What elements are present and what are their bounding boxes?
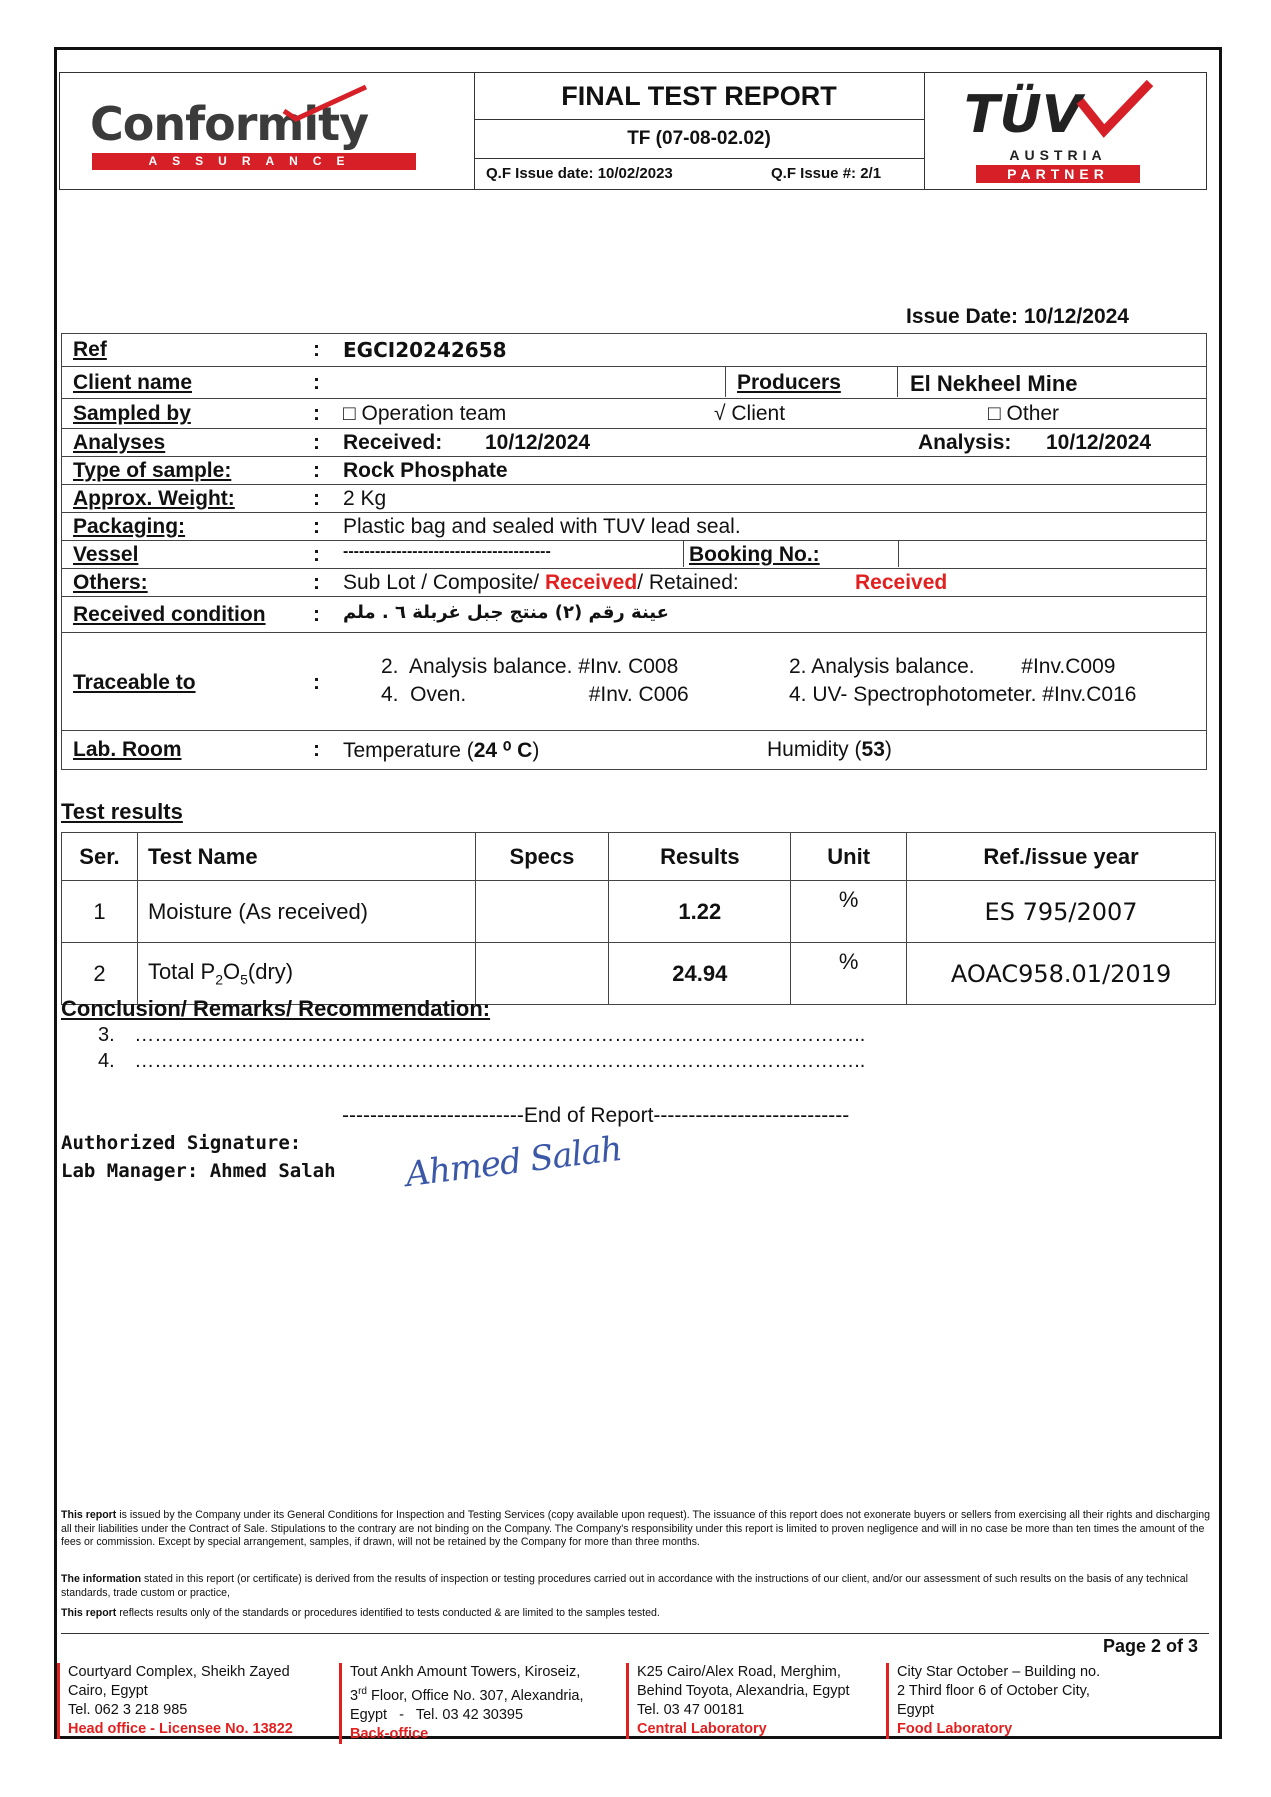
tuv-logo-partner: PARTNER <box>976 165 1140 183</box>
test-name-part: O <box>223 959 241 985</box>
address-line: Behind Toyota, Alexandria, Egypt <box>637 1683 850 1699</box>
colon: : <box>313 543 320 566</box>
footer-divider <box>61 1633 1209 1634</box>
other-checkbox: □ Other <box>988 402 1060 425</box>
traceable-item: 2. Analysis balance. #Inv.C009 <box>789 655 1116 678</box>
ref-label: Ref <box>73 338 107 361</box>
lab-manager-label: Lab Manager: Ahmed Salah <box>61 1160 336 1182</box>
test-name-part: Total P <box>147 959 216 985</box>
address-line: City Star October – Building no. <box>897 1664 1101 1680</box>
colon: : <box>313 338 320 361</box>
subscript: 2 <box>215 971 223 988</box>
colon: : <box>313 487 320 510</box>
lab-room-label: Lab. Room <box>73 738 182 761</box>
analyses-label: Analyses <box>73 431 166 454</box>
address-food-laboratory <box>886 1663 1100 1739</box>
disclaimer-paragraph <box>61 1509 1211 1550</box>
address-line: Egypt - Tel. 03 42 30395 <box>350 1706 524 1723</box>
address-line: Tel. 062 3 218 985 <box>68 1702 188 1718</box>
colon: : <box>313 671 320 694</box>
temperature <box>343 738 539 763</box>
temperature-value: 24 ⁰ C <box>473 739 533 762</box>
humidity <box>767 738 892 762</box>
issue-date: Issue Date: 10/12/2024 <box>906 305 1129 328</box>
info-row-lab-room <box>62 731 1206 769</box>
colon: : <box>313 571 320 594</box>
producers-value: El Nekheel Mine <box>910 371 1078 396</box>
address-part: Floor, Office No. 307, Alexandria, <box>366 1687 584 1704</box>
received-condition-label: Received condition <box>73 603 266 626</box>
received-label: Received: <box>343 431 443 454</box>
item-number: 4. <box>98 1050 115 1072</box>
disclaimer-text: reflects results only of the standards or procedures identified to tests conducted & are limited to the samples tested. <box>116 1607 660 1619</box>
address-back-office <box>339 1663 584 1744</box>
approx-weight-label: Approx. Weight: <box>73 487 235 510</box>
booking-no-label: Booking No.: <box>689 543 820 566</box>
packaging-label: Packaging: <box>73 515 186 538</box>
traceable-item: 4. Oven. #Inv. C006 <box>381 683 689 706</box>
ref-issue-year-cell: AOAC958.01/2019 <box>907 943 1216 1005</box>
info-row-weight <box>62 485 1206 513</box>
ref-issue-year-cell: ES 795/2007 <box>907 881 1216 943</box>
address-central-laboratory <box>626 1663 850 1739</box>
info-row-type <box>62 457 1206 485</box>
info-row-packaging <box>62 513 1206 541</box>
operation-team-checkbox: □ Operation team <box>343 402 507 425</box>
address-line: Tel. 03 47 00181 <box>637 1702 745 1718</box>
approx-weight-value: 2 Kg <box>343 487 387 510</box>
office-tag: Back-office <box>350 1725 429 1742</box>
result-cell: 24.94 <box>609 943 791 1005</box>
sampled-by-label: Sampled by <box>73 402 191 425</box>
tuv-logo-word: TÜV <box>964 85 1082 145</box>
tuv-check-icon <box>1074 79 1154 139</box>
conformity-logo-word: Conformity <box>90 97 369 151</box>
colon: : <box>313 738 320 761</box>
end-of-report: --------------------------End of Report---------------------------- <box>342 1104 850 1127</box>
others-label: Others: <box>73 571 148 594</box>
info-row-ref <box>62 334 1206 367</box>
column-header: Unit <box>791 833 907 881</box>
conclusion-item <box>98 1024 865 1047</box>
divider <box>725 367 726 397</box>
disclaimer-bold: This report <box>61 1509 117 1521</box>
disclaimer-text: is issued by the Company under its General Conditions for Inspection and Testing Services (copy available upon request). The issuance of this report does not exonerate buyers or sellers from exercising all their rights and discharging all their liabilities under the Contract of Sale. Stipulations to the contrary are not binding on the Company. The Company's responsibility under this report is limited to proven negligence and will in no case be more than ten times the amount of the fees or commission. Except by special arrangement, samples, if drawn, will not be retained by the Company for more than three months. <box>61 1509 1211 1548</box>
colon: : <box>313 459 320 482</box>
office-tag: Food Laboratory <box>897 1721 1013 1737</box>
unit-cell: % <box>791 943 907 1005</box>
packaging-value: Plastic bag and sealed with TUV lead seal. <box>343 515 741 538</box>
humidity-value: 53 <box>861 738 885 761</box>
disclaimer-text: stated in this report (or certificate) is derived from the results of inspection or testing procedures carried out in accordance with the instructions of our client, and/or our assessment of such results on the basis of any technical standards, trade custom or practice, <box>61 1573 1188 1599</box>
column-header: Ref./issue year <box>907 833 1216 881</box>
info-row-traceable <box>62 633 1206 731</box>
disclaimer-bold: The information <box>61 1573 142 1585</box>
form-code: TF (07-08-02.02) <box>474 120 924 159</box>
vessel-label: Vessel <box>73 543 139 566</box>
ref-value: EGCI20242658 <box>343 338 507 362</box>
address-line: K25 Cairo/Alex Road, Merghim, <box>637 1664 841 1680</box>
retained-received: Received <box>855 571 948 594</box>
disclaimer-paragraph <box>61 1607 1211 1621</box>
info-row-vessel <box>62 541 1206 569</box>
paren: ) <box>884 738 892 761</box>
report-title-block <box>474 73 925 189</box>
humidity-label: Humidity ( <box>767 738 862 761</box>
report-title: FINAL TEST REPORT <box>474 73 924 120</box>
colon: : <box>313 402 320 425</box>
page-number: Page 2 of 3 <box>1103 1636 1199 1656</box>
item-dots: ……………………………………………………………………………………………….. <box>134 1050 866 1072</box>
column-header: Test Name <box>137 833 475 881</box>
item-dots: ……………………………………………………………………………………………….. <box>134 1024 866 1046</box>
office-tag: Central Laboratory <box>637 1721 767 1737</box>
ser-cell: 1 <box>62 881 138 943</box>
divider <box>683 541 684 567</box>
qf-issue-date: Q.F Issue date: 10/02/2023 <box>486 165 673 182</box>
traceable-label: Traceable to <box>73 671 196 694</box>
column-header: Specs <box>475 833 609 881</box>
paren: ) <box>532 739 540 762</box>
disclaimer-paragraph <box>61 1573 1211 1600</box>
others-value <box>343 571 739 595</box>
conclusion-item <box>98 1050 865 1073</box>
address-part: rd <box>358 1686 367 1697</box>
test-name-part: (dry) <box>247 959 294 985</box>
address-line: Cairo, Egypt <box>68 1683 148 1699</box>
producers-label: Producers <box>737 371 841 394</box>
address-line: Egypt <box>897 1702 935 1718</box>
info-row-sampled-by <box>62 399 1206 429</box>
tuv-logo-austria: AUSTRIA <box>1009 147 1107 163</box>
test-name-cell: Moisture (As received) <box>137 881 475 943</box>
office-tag: Head office - Licensee No. 13822 <box>68 1721 293 1737</box>
divider <box>897 367 898 397</box>
conformity-logo <box>60 73 475 189</box>
colon: : <box>313 431 320 454</box>
report-header <box>59 72 1207 190</box>
specs-cell <box>475 881 609 943</box>
specs-cell <box>475 943 609 1005</box>
table-header-row <box>62 833 1216 881</box>
client-name-label: Client name <box>73 371 193 394</box>
column-header: Ser. <box>62 833 138 881</box>
info-row-others <box>62 569 1206 597</box>
temperature-label: Temperature ( <box>343 739 474 762</box>
colon: : <box>313 371 320 394</box>
others-prefix: Sub Lot / Composite/ <box>343 571 545 594</box>
colon: : <box>313 515 320 538</box>
conclusion-heading: Conclusion/ Remarks/ Recommendation: <box>61 996 491 1021</box>
unit-cell: % <box>791 881 907 943</box>
traceable-item: 4. UV- Spectrophotometer. #Inv.C016 <box>789 683 1137 706</box>
type-of-sample-label: Type of sample: <box>73 459 232 482</box>
handwritten-signature: Ahmed Salah <box>403 1128 624 1196</box>
address-line: 2 Third floor 6 of October City, <box>897 1683 1090 1699</box>
address-part: 3 <box>350 1687 359 1704</box>
type-of-sample-value: Rock Phosphate <box>343 459 508 482</box>
analysis-date: 10/12/2024 <box>1046 431 1152 454</box>
address-head-office <box>57 1663 293 1739</box>
item-number: 3. <box>98 1024 115 1046</box>
info-row-received-condition <box>62 597 1206 633</box>
info-row-client <box>62 367 1206 399</box>
colon: : <box>313 603 320 626</box>
test-results-table <box>61 832 1216 1005</box>
sample-info-table <box>61 333 1207 770</box>
traceable-item: 2. Analysis balance. #Inv. C008 <box>381 655 679 678</box>
address-line: Tout Ankh Amount Towers, Kiroseiz, <box>350 1664 581 1680</box>
tuv-austria-logo <box>924 73 1206 189</box>
authorized-signature-label: Authorized Signature: <box>61 1132 302 1154</box>
composite-received: Received <box>544 571 638 594</box>
vessel-value: --------------------------------------- <box>343 543 551 560</box>
check-mark-icon <box>274 83 374 123</box>
qf-issue-number: Q.F Issue #: 2/1 <box>771 165 882 182</box>
disclaimer-bold: This report <box>61 1607 117 1619</box>
result-cell: 1.22 <box>609 881 791 943</box>
retained-label: / Retained: <box>637 571 739 594</box>
analysis-label: Analysis: <box>918 431 1012 454</box>
ser-cell: 2 <box>62 943 138 1005</box>
table-row <box>62 881 1216 943</box>
subscript: 5 <box>240 971 248 988</box>
conformity-logo-tagline: ASSURANCE <box>92 153 416 170</box>
test-results-heading: Test results <box>61 799 183 824</box>
address-line: Courtyard Complex, Sheikh Zayed <box>68 1664 290 1680</box>
client-checkbox: √ Client <box>714 402 786 425</box>
address-line <box>350 1682 584 1706</box>
column-header: Results <box>609 833 791 881</box>
received-condition-value: عينة رقم (٢) منتج جبل غربلة ٦ . ملم <box>343 602 669 623</box>
info-row-analyses <box>62 429 1206 457</box>
received-date: 10/12/2024 <box>485 431 591 454</box>
divider <box>898 541 899 567</box>
